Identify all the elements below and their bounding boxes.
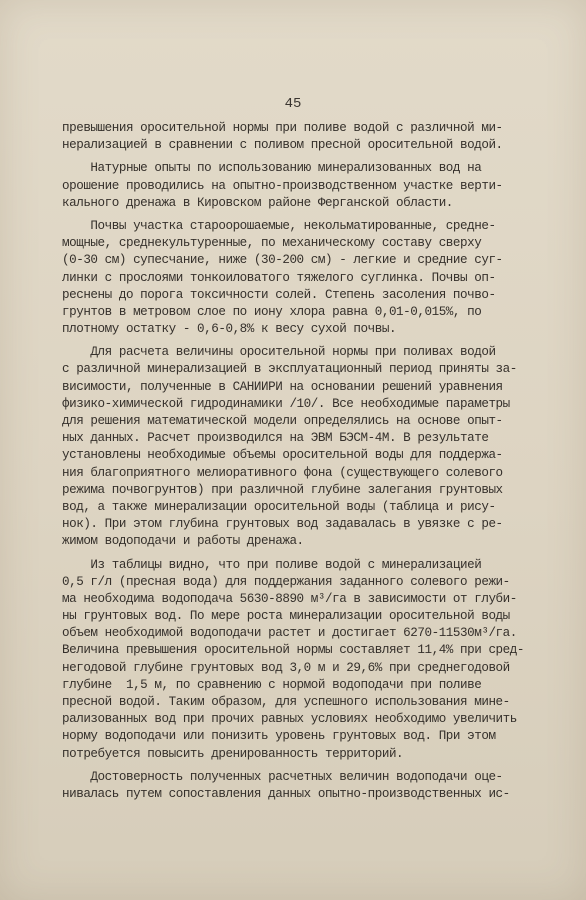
text-line: установлены необходимые объемы оросительной воды для поддержа- — [62, 448, 503, 463]
text-line: орошение проводились на опытно-производственном участке верти- — [62, 178, 503, 193]
text-line: с различной минерализацией в эксплуатационный период приняты за- — [62, 362, 517, 377]
text-line: мощные, среднекультуренные, по механическому составу сверху — [62, 236, 482, 251]
text-line: Из таблицы видно, что при поливе водой с минерализацией — [62, 557, 482, 572]
text-line: ма необходима водоподача 5630-8890 м³/га в зависимости от глуби- — [62, 591, 517, 606]
text-line: потребуется повысить дренированность территорий. — [62, 746, 404, 761]
text-line: нок). При этом глубина грунтовых вод задавалась в увязке с ре- — [62, 517, 503, 532]
text-line: для решения математической модели определялись на основе опыт- — [62, 414, 503, 428]
text-line: нерализацией в сравнении с поливом пресной оросительной водой. — [62, 138, 503, 153]
text-line: Для расчета величины оросительной нормы при поливах водой — [62, 345, 496, 360]
text-line: висимости, полученные в САНИИРИ на основании решений уравнения — [62, 379, 503, 394]
text-line: кального дренажа в Кировском районе Ферганской области. — [62, 195, 453, 210]
text-line: ны грунтовых вод. По мере роста минерализации оросительной воды — [62, 609, 510, 624]
page-number: 45 — [284, 96, 302, 112]
text-line: (0-30 см) супесчание, ниже (30-200 см) - легкие и средние суг- — [62, 253, 503, 268]
text-line: Почвы участка староорошаемые, некольматированные, средне- — [62, 218, 496, 233]
text-line: ных данных. Расчет производился на ЭВМ БЭСМ-4М. В результате — [62, 431, 489, 446]
text-line: реснены до порога токсичности солей. Степень засоления почво- — [62, 287, 496, 302]
text-line: грунтов в метровом слое по иону хлора равна 0,01-0,015%, по — [62, 304, 482, 319]
text-line: вод, а также минерализации оросительной воды (таблица и рису- — [62, 499, 496, 514]
text-line: жимом водоподачи и работы дренажа. — [62, 534, 304, 549]
text-line: объем необходимой водоподачи растет и достигает 6270-11530м³/га. — [62, 626, 517, 641]
text-line: Достоверность полученных расчетных величин водоподачи оце- — [62, 769, 503, 784]
text-line: плотному остатку - 0,6-0,8% к весу сухой почвы. — [62, 322, 397, 337]
text-line: Натурные опыты по использованию минерализованных вод на — [62, 161, 482, 176]
body-text — [62, 120, 532, 803]
text-line: негодовой глубине грунтовых вод 3,0 м и 29,6% при среднегодовой — [62, 660, 510, 675]
text-line: линки с прослоями тонкоиловатого тяжелого суглинка. Почвы оп- — [62, 270, 496, 285]
text-line: норму водоподачи или понизить уровень грунтовых вод. При этом — [62, 729, 496, 744]
text-line: рализованных вод при прочих равных условиях необходимо увеличить — [62, 712, 517, 727]
text-line: 0,5 г/л (пресная вода) для поддержания заданного солевого режи- — [62, 574, 510, 589]
text-line: ния благоприятного мелиоративного фона (существующего солевого — [62, 465, 503, 480]
text-line: превышения оросительной нормы при поливе водой с различной ми- — [62, 121, 503, 135]
text-line: режима почвогрунтов) при различной глубине залегания грунтовых — [62, 482, 503, 497]
text-line: нивалась путем сопоставления данных опытно-производственных ис- — [62, 786, 510, 801]
text-line: физико-химической гидродинамики /10/. Все необходимые параметры — [62, 396, 510, 411]
text-line: пресной водой. Таким образом, для успешного использования мине- — [62, 695, 510, 709]
text-line: глубине 1,5 м, по сравнению с нормой водоподачи при поливе — [62, 677, 482, 692]
text-line: Величина превышения оросительной нормы составляет 11,4% при сред- — [62, 643, 524, 658]
